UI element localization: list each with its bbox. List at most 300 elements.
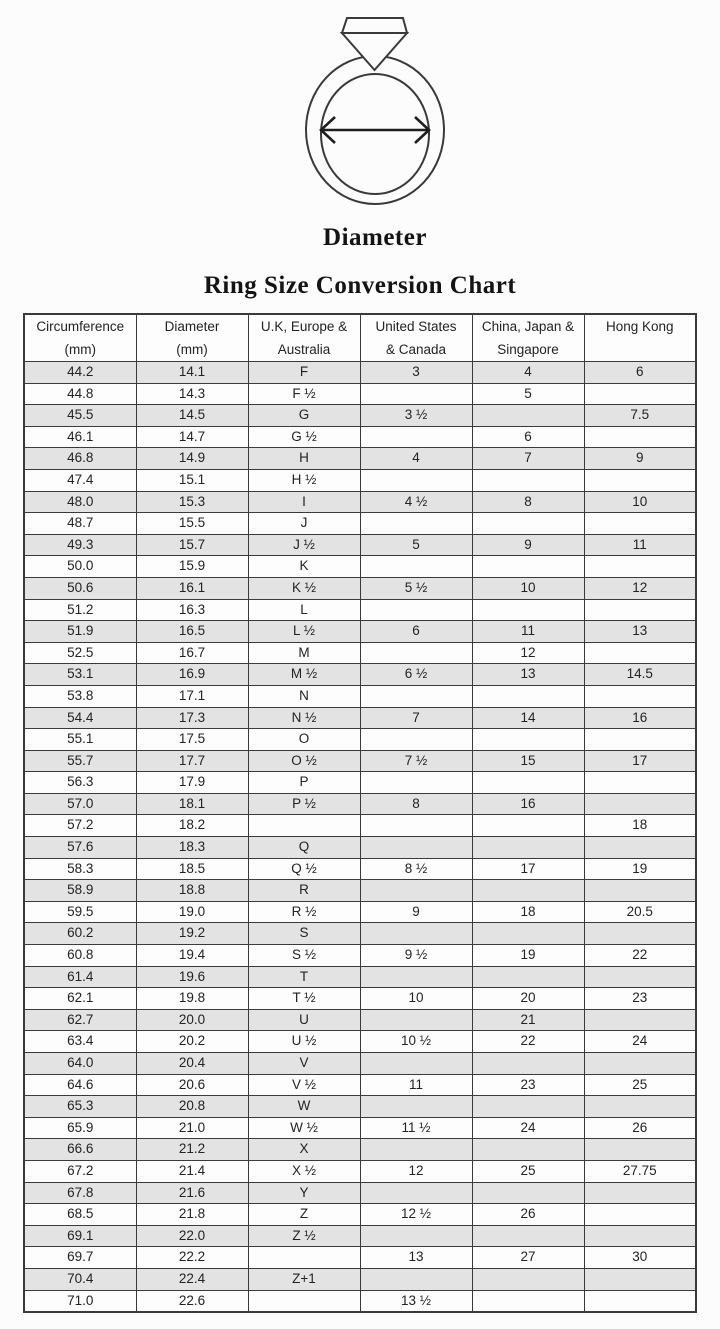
table-cell: S ½ [248, 945, 360, 967]
table-cell: 11 [360, 1074, 472, 1096]
table-cell: 9 ½ [360, 945, 472, 967]
table-cell: 15.1 [136, 469, 248, 491]
table-cell: 12 [584, 577, 696, 599]
table-cell: 18.2 [136, 815, 248, 837]
table-cell: 21.0 [136, 1117, 248, 1139]
table-cell: 62.1 [24, 988, 136, 1010]
table-cell: 19.0 [136, 901, 248, 923]
column-header-diameter: Diameter (mm) [136, 314, 248, 362]
table-cell: 5 ½ [360, 577, 472, 599]
table-cell: 4 [360, 448, 472, 470]
table-cell: 64.0 [24, 1053, 136, 1075]
table-cell: 16 [584, 707, 696, 729]
table-row [24, 534, 696, 556]
table-cell: 19 [472, 945, 584, 967]
table-row [24, 1290, 696, 1312]
table-cell [584, 1268, 696, 1290]
table-cell: 63.4 [24, 1031, 136, 1053]
table-cell [248, 815, 360, 837]
table-row [24, 1117, 696, 1139]
table-cell: 60.8 [24, 945, 136, 967]
table-cell [360, 1268, 472, 1290]
table-cell: X ½ [248, 1160, 360, 1182]
table-cell: 21.8 [136, 1204, 248, 1226]
table-row [24, 901, 696, 923]
table-cell [360, 966, 472, 988]
table-cell: 16.7 [136, 642, 248, 664]
table-cell: 12 [472, 642, 584, 664]
table-cell: 47.4 [24, 469, 136, 491]
table-cell: W ½ [248, 1117, 360, 1139]
table-cell [584, 1096, 696, 1118]
table-cell: 19 [584, 858, 696, 880]
table-cell: 21.2 [136, 1139, 248, 1161]
table-cell: 60.2 [24, 923, 136, 945]
table-cell [248, 1247, 360, 1269]
table-row [24, 664, 696, 686]
table-cell: 25 [584, 1074, 696, 1096]
table-cell: 11 [472, 621, 584, 643]
table-cell [584, 1290, 696, 1312]
table-cell [472, 815, 584, 837]
table-row [24, 642, 696, 664]
table-cell [584, 923, 696, 945]
table-cell: K [248, 556, 360, 578]
table-row [24, 837, 696, 859]
table-cell [472, 1268, 584, 1290]
table-cell [584, 383, 696, 405]
table-cell: 22.2 [136, 1247, 248, 1269]
table-cell: X [248, 1139, 360, 1161]
table-cell: 15 [472, 750, 584, 772]
column-header-hong-kong: Hong Kong [584, 314, 696, 362]
table-cell: 19.6 [136, 966, 248, 988]
table-row [24, 729, 696, 751]
table-row [24, 1139, 696, 1161]
table-cell [360, 772, 472, 794]
table-cell: 5 [360, 534, 472, 556]
table-cell [360, 642, 472, 664]
table-cell: 46.1 [24, 426, 136, 448]
column-header-uk-europe-australia: U.K, Europe & Australia [248, 314, 360, 362]
table-row [24, 513, 696, 535]
table-cell: 17.1 [136, 685, 248, 707]
table-cell [360, 599, 472, 621]
table-cell [584, 1204, 696, 1226]
table-cell: U [248, 1009, 360, 1031]
table-cell [472, 556, 584, 578]
table-cell [360, 469, 472, 491]
table-cell: 4 [472, 362, 584, 384]
table-cell: 17 [584, 750, 696, 772]
table-cell: 6 [360, 621, 472, 643]
table-cell: 52.5 [24, 642, 136, 664]
table-cell: 13 ½ [360, 1290, 472, 1312]
table-cell: 9 [472, 534, 584, 556]
table-cell: Q ½ [248, 858, 360, 880]
table-row [24, 1225, 696, 1247]
table-cell [360, 1182, 472, 1204]
table-cell [360, 383, 472, 405]
table-cell [584, 772, 696, 794]
column-header-circumference: Circumference (mm) [24, 314, 136, 362]
table-cell: R [248, 880, 360, 902]
header-row [24, 314, 696, 362]
table-cell: 21.4 [136, 1160, 248, 1182]
table-cell: 57.2 [24, 815, 136, 837]
table-row [24, 988, 696, 1010]
chart-title: Ring Size Conversion Chart [203, 272, 517, 299]
table-cell: S [248, 923, 360, 945]
table-cell: 8 ½ [360, 858, 472, 880]
table-row [24, 1074, 696, 1096]
table-row [24, 1009, 696, 1031]
table-cell: H [248, 448, 360, 470]
ring-illustration [300, 12, 450, 252]
table-cell: 50.0 [24, 556, 136, 578]
table-cell: 7.5 [584, 405, 696, 427]
table-cell: 71.0 [24, 1290, 136, 1312]
table-cell: G [248, 405, 360, 427]
table-cell: 15.9 [136, 556, 248, 578]
table-cell: 18.3 [136, 837, 248, 859]
table-cell [360, 880, 472, 902]
table-cell [472, 772, 584, 794]
table-cell [472, 1290, 584, 1312]
table-cell: 20.2 [136, 1031, 248, 1053]
table-cell: 23 [584, 988, 696, 1010]
table-cell: 6 [584, 362, 696, 384]
table-cell: 51.9 [24, 621, 136, 643]
table-cell: G ½ [248, 426, 360, 448]
table-cell: 22.0 [136, 1225, 248, 1247]
table-cell [472, 599, 584, 621]
table-cell: 30 [584, 1247, 696, 1269]
table-cell: 20 [472, 988, 584, 1010]
table-cell: O ½ [248, 750, 360, 772]
table-cell: 13 [360, 1247, 472, 1269]
table-row [24, 577, 696, 599]
table-cell: 16.5 [136, 621, 248, 643]
table-cell [360, 1053, 472, 1075]
table-cell: 20.4 [136, 1053, 248, 1075]
table-cell: P ½ [248, 793, 360, 815]
table-row [24, 448, 696, 470]
table-body [24, 362, 696, 1313]
table-cell: 11 [584, 534, 696, 556]
table-cell [472, 837, 584, 859]
table-row [24, 1247, 696, 1269]
table-row [24, 621, 696, 643]
table-cell: L ½ [248, 621, 360, 643]
table-cell: 21 [472, 1009, 584, 1031]
table-cell: 6 [472, 426, 584, 448]
table-cell [584, 513, 696, 535]
table-cell [584, 469, 696, 491]
table-cell: 16.1 [136, 577, 248, 599]
table-row [24, 880, 696, 902]
table-cell: 8 [472, 491, 584, 513]
table-cell [360, 556, 472, 578]
table-row [24, 405, 696, 427]
table-cell: V ½ [248, 1074, 360, 1096]
column-header-china-japan-singapore: China, Japan & Singapore [472, 314, 584, 362]
table-cell: 64.6 [24, 1074, 136, 1096]
table-cell: 4 ½ [360, 491, 472, 513]
table-cell: 46.8 [24, 448, 136, 470]
table-row [24, 599, 696, 621]
table-row [24, 426, 696, 448]
table-cell [360, 513, 472, 535]
table-cell: 14.7 [136, 426, 248, 448]
table-row [24, 685, 696, 707]
table-cell: T ½ [248, 988, 360, 1010]
table-cell: 56.3 [24, 772, 136, 794]
table-cell: 19.8 [136, 988, 248, 1010]
table-row [24, 1053, 696, 1075]
table-cell: 12 ½ [360, 1204, 472, 1226]
table-cell: 49.3 [24, 534, 136, 556]
table-cell: 24 [472, 1117, 584, 1139]
table-cell: 22.6 [136, 1290, 248, 1312]
table-cell: 3 ½ [360, 405, 472, 427]
table-cell [360, 923, 472, 945]
table-cell: 11 ½ [360, 1117, 472, 1139]
table-cell: 14.9 [136, 448, 248, 470]
table-cell: 7 [472, 448, 584, 470]
table-cell: 18.8 [136, 880, 248, 902]
table-cell: 10 ½ [360, 1031, 472, 1053]
table-cell: 5 [472, 383, 584, 405]
table-cell [248, 1290, 360, 1312]
table-row [24, 793, 696, 815]
table-cell: 26 [584, 1117, 696, 1139]
table-cell: 9 [360, 901, 472, 923]
table-cell [584, 426, 696, 448]
table-cell: 66.6 [24, 1139, 136, 1161]
table-cell: J ½ [248, 534, 360, 556]
table-cell: 44.8 [24, 383, 136, 405]
table-cell: 14.1 [136, 362, 248, 384]
table-cell: 24 [584, 1031, 696, 1053]
table-cell: 14 [472, 707, 584, 729]
table-cell: 18 [472, 901, 584, 923]
table-cell: 7 ½ [360, 750, 472, 772]
table-cell: 20.8 [136, 1096, 248, 1118]
table-cell: N ½ [248, 707, 360, 729]
table-cell: Q [248, 837, 360, 859]
table-cell: 55.1 [24, 729, 136, 751]
table-row [24, 383, 696, 405]
table-cell [472, 1053, 584, 1075]
table-cell: 20.0 [136, 1009, 248, 1031]
table-cell: L [248, 599, 360, 621]
table-cell: 6 ½ [360, 664, 472, 686]
table-header [24, 314, 696, 362]
table-cell: 13 [472, 664, 584, 686]
table-cell [584, 642, 696, 664]
table-cell: 44.2 [24, 362, 136, 384]
table-row [24, 945, 696, 967]
table-cell: 51.2 [24, 599, 136, 621]
table-cell: 10 [360, 988, 472, 1010]
table-cell [584, 1225, 696, 1247]
table-cell: 53.8 [24, 685, 136, 707]
table-cell: 50.6 [24, 577, 136, 599]
table-cell: O [248, 729, 360, 751]
column-header-us-canada: United States & Canada [360, 314, 472, 362]
table-cell: 8 [360, 793, 472, 815]
table-cell [472, 405, 584, 427]
table-cell [472, 513, 584, 535]
table-cell: 14.5 [584, 664, 696, 686]
table-cell: 67.8 [24, 1182, 136, 1204]
table-cell [584, 880, 696, 902]
table-cell: Z ½ [248, 1225, 360, 1247]
table-cell: 23 [472, 1074, 584, 1096]
table-cell: F [248, 362, 360, 384]
diameter-label: Diameter [323, 224, 427, 251]
table-cell: 19.2 [136, 923, 248, 945]
table-cell: I [248, 491, 360, 513]
table-cell: 12 [360, 1160, 472, 1182]
table-cell [360, 815, 472, 837]
table-row [24, 923, 696, 945]
table-cell: 13 [584, 621, 696, 643]
table-cell [360, 426, 472, 448]
table-cell [584, 1139, 696, 1161]
table-cell [472, 469, 584, 491]
table-cell [584, 1053, 696, 1075]
table-cell: 27.75 [584, 1160, 696, 1182]
table-cell: 59.5 [24, 901, 136, 923]
table-cell [472, 966, 584, 988]
table-row [24, 556, 696, 578]
table-cell: U ½ [248, 1031, 360, 1053]
table-row [24, 362, 696, 384]
table-cell [472, 685, 584, 707]
table-row [24, 858, 696, 880]
table-cell: 65.9 [24, 1117, 136, 1139]
table-cell: 48.7 [24, 513, 136, 535]
table-cell: 16.3 [136, 599, 248, 621]
table-cell: 17.9 [136, 772, 248, 794]
table-cell: 15.7 [136, 534, 248, 556]
table-cell: 21.6 [136, 1182, 248, 1204]
table-cell: 20.6 [136, 1074, 248, 1096]
table-cell: F ½ [248, 383, 360, 405]
table-cell [360, 1009, 472, 1031]
table-row [24, 469, 696, 491]
table-cell: N [248, 685, 360, 707]
ring-size-table [23, 313, 697, 1313]
table-cell [472, 1182, 584, 1204]
ring-diamond-icon [300, 12, 450, 208]
table-row [24, 707, 696, 729]
table-cell: M ½ [248, 664, 360, 686]
table-cell: M [248, 642, 360, 664]
table-cell: 17.7 [136, 750, 248, 772]
table-cell: 27 [472, 1247, 584, 1269]
table-cell: 25 [472, 1160, 584, 1182]
table-cell: 10 [472, 577, 584, 599]
table-cell: T [248, 966, 360, 988]
diameter-arrow-icon [321, 117, 429, 143]
table-row [24, 1031, 696, 1053]
table-row [24, 1096, 696, 1118]
table-row [24, 1160, 696, 1182]
table-row [24, 815, 696, 837]
table-cell: 68.5 [24, 1204, 136, 1226]
table-cell: 22 [472, 1031, 584, 1053]
table-cell: 18.1 [136, 793, 248, 815]
table-cell: 65.3 [24, 1096, 136, 1118]
table-cell [584, 966, 696, 988]
table-cell [584, 1182, 696, 1204]
table-cell: 58.9 [24, 880, 136, 902]
table-cell: 53.1 [24, 664, 136, 686]
table-cell: 18 [584, 815, 696, 837]
table-cell: P [248, 772, 360, 794]
table-cell [360, 729, 472, 751]
table-cell: 17.5 [136, 729, 248, 751]
table-cell: R ½ [248, 901, 360, 923]
table-cell: 69.7 [24, 1247, 136, 1269]
table-cell: 67.2 [24, 1160, 136, 1182]
table-cell: 14.3 [136, 383, 248, 405]
table-cell: 17 [472, 858, 584, 880]
table-cell: 17.3 [136, 707, 248, 729]
table-cell: 7 [360, 707, 472, 729]
table-cell [360, 1139, 472, 1161]
table-cell [360, 685, 472, 707]
table-cell: 26 [472, 1204, 584, 1226]
table-cell: 20.5 [584, 901, 696, 923]
table-cell: 16 [472, 793, 584, 815]
table-cell: H ½ [248, 469, 360, 491]
table-cell: 22.4 [136, 1268, 248, 1290]
table-cell: 57.6 [24, 837, 136, 859]
table-cell: W [248, 1096, 360, 1118]
table-row [24, 750, 696, 772]
table-cell: 61.4 [24, 966, 136, 988]
table-row [24, 772, 696, 794]
table-row [24, 1182, 696, 1204]
table-cell: 15.3 [136, 491, 248, 513]
table-cell [584, 837, 696, 859]
table-cell: 18.5 [136, 858, 248, 880]
table-cell [584, 793, 696, 815]
table-cell [360, 837, 472, 859]
table-row [24, 1204, 696, 1226]
table-row [24, 491, 696, 513]
table-cell: Z [248, 1204, 360, 1226]
table-cell: 22 [584, 945, 696, 967]
table-row [24, 1268, 696, 1290]
table-cell: 45.5 [24, 405, 136, 427]
table-cell [472, 880, 584, 902]
table-cell [584, 729, 696, 751]
table-cell: 48.0 [24, 491, 136, 513]
table-cell: 15.5 [136, 513, 248, 535]
table-cell: 62.7 [24, 1009, 136, 1031]
table-row [24, 966, 696, 988]
table-cell: 69.1 [24, 1225, 136, 1247]
table-cell [472, 1139, 584, 1161]
table-cell [472, 1225, 584, 1247]
table-cell: Y [248, 1182, 360, 1204]
table-cell [584, 599, 696, 621]
